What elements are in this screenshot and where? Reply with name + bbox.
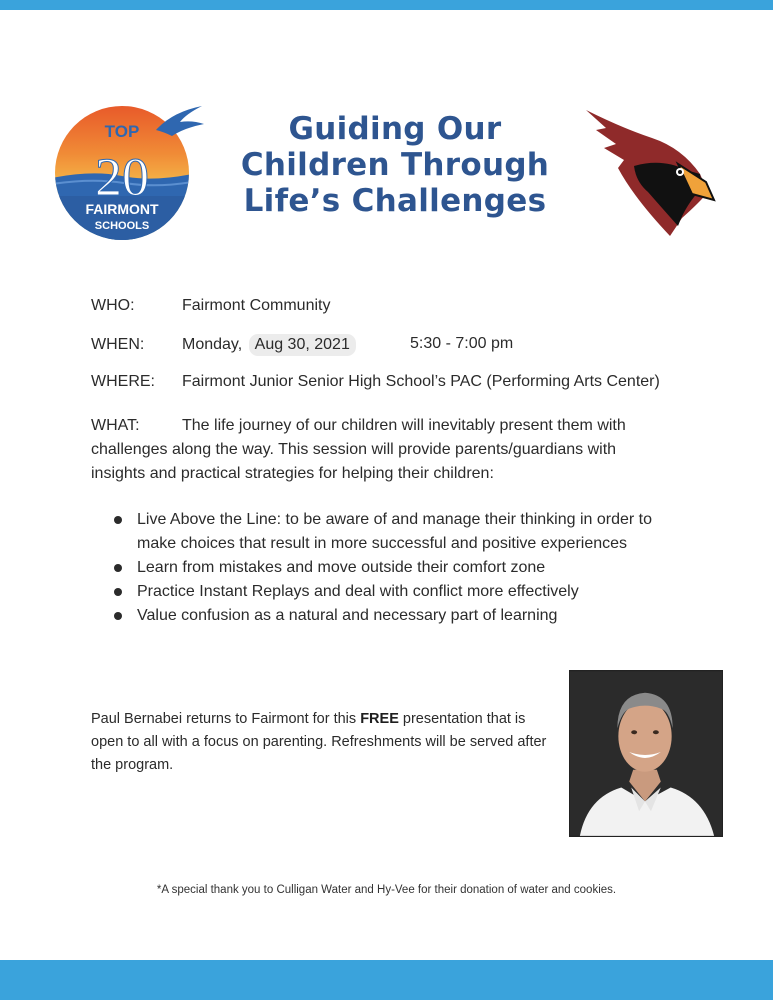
cardinal-mascot-icon	[582, 108, 724, 238]
logo-schools-text: SCHOOLS	[94, 220, 150, 232]
top20-fairmont-logo	[52, 100, 212, 245]
speaker-photo	[569, 670, 723, 837]
what-label: WHAT:	[91, 417, 140, 434]
logo-fairmont-text: FAIRMONT	[85, 201, 159, 217]
page-title	[230, 111, 560, 219]
list-item: Practice Instant Replays and deal with conflict more effectively	[112, 580, 682, 604]
when-date-chip: Aug 30, 2021	[249, 334, 356, 356]
logo-top-text: TOP	[104, 122, 140, 141]
list-item: Value confusion as a natural and necessary part of learning	[112, 604, 682, 628]
bio-text-post: presentation that is open to all with a focus on parenting. Refreshments will be served after the program.	[91, 711, 547, 773]
who-row	[91, 296, 330, 316]
title-line-1: Guiding Our	[288, 111, 502, 147]
speaker-bio	[91, 708, 551, 777]
list-item: Live Above the Line: to be aware of and manage their thinking in order to make choices that result in more successful and positive experiences	[112, 508, 682, 556]
when-row	[91, 334, 514, 356]
title-line-2: Children Through	[240, 147, 550, 183]
what-paragraph	[91, 414, 671, 486]
top-accent-bar	[0, 0, 773, 10]
strategies-list	[112, 508, 682, 628]
bio-free-emphasis: FREE	[360, 711, 399, 727]
thanks-footnote: *A special thank you to Culligan Water and Hy-Vee for their donation of water and cookies.	[156, 884, 617, 896]
title-line-3: Life’s Challenges	[243, 183, 547, 219]
who-label: WHO:	[91, 297, 135, 314]
where-value: Fairmont Junior Senior High School’s PAC (Performing Arts Center)	[182, 373, 660, 390]
logo-number-text: 20	[95, 147, 149, 207]
when-label: WHEN:	[91, 336, 145, 353]
who-value: Fairmont Community	[182, 297, 331, 314]
where-label: WHERE:	[91, 373, 155, 390]
bio-text-pre: Paul Bernabei returns to Fairmont for this	[91, 711, 361, 727]
where-row	[91, 372, 660, 392]
what-value: The life journey of our children will inevitably present them with challenges along the way. This session will provide parents/guardians with insights and practical strategies for helping their children:	[91, 417, 626, 482]
list-item: Learn from mistakes and move outside their comfort zone	[112, 556, 682, 580]
bottom-accent-bar	[0, 960, 773, 1000]
when-time: 5:30 - 7:00 pm	[410, 335, 514, 352]
when-day: Monday,	[182, 336, 243, 353]
